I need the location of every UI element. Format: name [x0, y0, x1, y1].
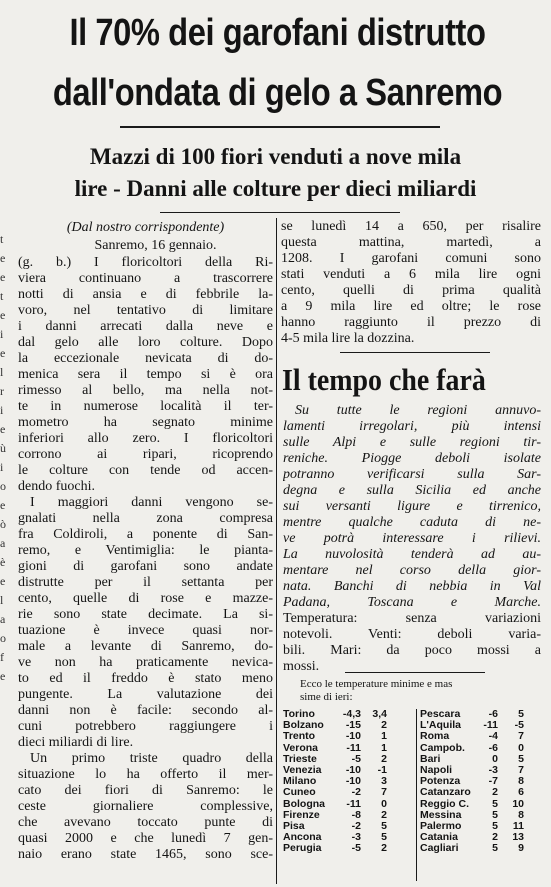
max-temp: 5	[381, 831, 387, 844]
margin-fragment: r	[0, 384, 4, 398]
article-line: (g. b.) I floricoltori della Ri-	[18, 255, 273, 270]
city-name: Potenza	[420, 775, 461, 788]
article-column-1	[18, 219, 273, 863]
max-temp: 7	[518, 764, 524, 777]
city-name: Pescara	[420, 708, 461, 720]
article-line: gnalati nella zona compresa	[18, 511, 273, 526]
forecast-line: Padana, Toscana e Marche.	[283, 595, 541, 610]
article-line: menica sera il tempo si è ora	[18, 367, 273, 382]
min-temp: -6	[488, 741, 498, 754]
max-temp: 10	[512, 797, 524, 810]
article-line: pungente. La valutazione dei	[18, 687, 273, 702]
article-line: ceste giornaliere complessive,	[18, 799, 273, 814]
article-line: quasi 2000 e che lunedì 7 gen-	[18, 831, 273, 846]
margin-fragment: e	[0, 270, 6, 284]
article-line: distrutte per il settanta per	[18, 575, 273, 590]
temperature-row	[420, 843, 527, 854]
margin-fragment: a	[0, 612, 6, 626]
article-line: notti di ansia e di febbrile la-	[18, 287, 273, 302]
article-line: Un primo triste quadro della	[30, 751, 273, 766]
min-temp: -4,3	[342, 708, 361, 720]
article-dateline: Sanremo, 16 gennaio.	[94, 238, 217, 253]
forecast-line: mentare nel corso della gior-	[283, 563, 541, 578]
city-name: Firenze	[283, 808, 320, 821]
temp-line-3: bili. Mari: da poco mossi a	[283, 643, 541, 658]
margin-fragment: i	[0, 403, 4, 417]
weather-title: Il tempo che farà	[282, 362, 486, 397]
city-name: Cagliari	[420, 842, 459, 855]
min-temp: -10	[345, 764, 361, 777]
city-name: Venezia	[283, 764, 322, 777]
min-temp: 5	[492, 842, 498, 855]
forecast-line: ve potrà interessare i rilievi.	[283, 531, 541, 546]
city-name: Torino	[283, 708, 315, 720]
min-temp: 5	[492, 820, 498, 833]
margin-fragment: e	[0, 574, 6, 588]
min-temp: -2	[351, 786, 361, 799]
forecast-line: mentre qualche caduta di ne-	[283, 515, 541, 530]
city-name: Roma	[420, 730, 450, 743]
article-line: 4-5 mila lire la dozzina.	[281, 331, 415, 346]
temperature-intro-1: Ecco le temperature minime e mas	[300, 678, 453, 690]
margin-fragment: e	[0, 498, 6, 512]
city-name: Cuneo	[283, 786, 316, 799]
city-name: Trieste	[283, 752, 317, 765]
margin-fragment: t	[0, 232, 4, 246]
max-temp: 2	[381, 842, 387, 855]
max-temp: 7	[381, 786, 387, 799]
city-name: Napoli	[420, 764, 453, 777]
city-name: Ancona	[283, 831, 322, 844]
min-temp: -5	[351, 842, 361, 855]
margin-fragment: l	[0, 365, 4, 379]
article-line: la eccezionale nevicata di do-	[18, 351, 273, 366]
max-temp: 2	[381, 808, 387, 821]
max-temp: 1	[381, 730, 387, 743]
min-temp: 0	[492, 752, 498, 765]
max-temp: 1	[381, 741, 387, 754]
article-line: cato dei fiori di Sanremo: le	[18, 783, 273, 798]
max-temp: 8	[518, 808, 524, 821]
min-temp: -11	[483, 719, 498, 732]
city-name: Reggio C.	[420, 797, 469, 810]
min-temp: 2	[492, 786, 498, 799]
max-temp: 5	[381, 820, 387, 833]
article-line: I maggiori danni vengono se-	[30, 495, 273, 510]
margin-fragment: o	[0, 631, 6, 645]
margin-fragment: e	[0, 308, 6, 322]
article-line: se lunedì 14 a 650, per risalire	[281, 219, 541, 234]
margin-fragment: e	[0, 669, 6, 683]
max-temp: 9	[518, 842, 524, 855]
max-temp: 7	[518, 730, 524, 743]
max-temp: 0	[518, 741, 524, 754]
article-line: corrono ai ripari, ricoprendo	[18, 447, 273, 462]
article-line: voro, nel tentativo di limitare	[18, 303, 273, 318]
subheadline-rule	[160, 212, 400, 213]
article-line: hanno raggiunto il prezzo di	[281, 315, 541, 330]
article-line: dal gelo alle loro colture. Dopo	[18, 335, 273, 350]
headline-rule	[120, 126, 440, 128]
margin-fragment: è	[0, 555, 6, 569]
city-name: Catanzaro	[420, 786, 471, 799]
margin-fragment: ù	[0, 441, 6, 455]
article-line: che avevano toccato punte di	[18, 815, 273, 830]
article-line: dendo fuochi.	[18, 479, 95, 494]
article-line: to ed il freddo è stato meno	[18, 671, 273, 686]
margin-fragment: e	[0, 346, 6, 360]
article-line: viera continuano a trascorrere	[18, 271, 273, 286]
temperature-intro	[300, 678, 545, 704]
min-temp: -5	[351, 752, 361, 765]
article-line: mometro ha segnato minime	[18, 415, 273, 430]
forecast-line: degna e sulla Sicilia ed anche	[283, 483, 541, 498]
article-line: questa mattina, martedì, a	[281, 235, 541, 250]
article-byline: (Dal nostro corrispondente)	[66, 220, 225, 235]
max-temp: 8	[518, 775, 524, 788]
article-line: situazione lo ha offerto il mer-	[18, 767, 273, 782]
margin-fragment: e	[0, 251, 6, 265]
max-temp: 2	[381, 752, 387, 765]
max-temp: 2	[381, 719, 387, 732]
article-line: 1208. I garofani comuni sono	[281, 251, 541, 266]
temp-line-4: mossi.	[283, 659, 320, 674]
city-name: Trento	[283, 730, 316, 743]
forecast-line: lamenti irregolari, più intensi	[283, 419, 541, 434]
article-line: stati venduti a 6 mila lire ogni	[281, 267, 541, 282]
temperature-row	[283, 843, 390, 854]
margin-fragment: ò	[0, 517, 6, 531]
article-line: te in numerose località il ter-	[18, 399, 273, 414]
article-line: inferiori allo zero. I floricoltori	[18, 431, 273, 446]
min-temp: -4	[488, 730, 498, 743]
forecast-line: Su tutte le regioni annuvo-	[295, 403, 541, 418]
min-temp: 5	[492, 808, 498, 821]
city-name: Bolzano	[283, 719, 324, 732]
article-line: tuazione è invece quasi nor-	[18, 623, 273, 638]
max-temp: 3	[381, 775, 387, 788]
article-line: male a levante di Sanremo, do-	[18, 639, 273, 654]
max-temp: 5	[518, 708, 524, 720]
subheadline-line-2: lire - Danni alle colture per dieci miliardi	[74, 176, 477, 201]
article-column-2	[281, 219, 541, 347]
temperature-row	[420, 787, 527, 798]
max-temp: 13	[512, 831, 524, 844]
subheadline-line-1: Mazzi di 100 fiori venduti a nove mila	[89, 144, 462, 169]
city-name: Perugia	[283, 842, 322, 855]
min-temp: -7	[488, 775, 498, 788]
city-name: Verona	[283, 741, 319, 754]
min-temp: -11	[346, 797, 361, 810]
min-temp: -8	[351, 808, 361, 821]
temperature-table-left	[283, 709, 390, 855]
article-line: danni non è facile: secondo al-	[18, 703, 273, 718]
temperature-table-right	[420, 709, 527, 855]
temp-line-1: Temperatura: senza variazioni	[283, 611, 541, 626]
article-line: cento, quelli di prima qualità	[281, 283, 541, 298]
min-temp: 5	[492, 797, 498, 810]
min-temp: -2	[351, 820, 361, 833]
min-temp: -3	[488, 764, 498, 777]
margin-fragments	[0, 230, 9, 686]
min-temp: -11	[346, 741, 361, 754]
article-line: cuni potrebbero raggiungere i	[18, 719, 273, 734]
temperature-table-divider	[416, 709, 417, 881]
margin-fragment: l	[0, 593, 4, 607]
margin-fragment: f	[0, 650, 4, 664]
city-name: Palermo	[420, 820, 462, 833]
temperature-row	[283, 731, 390, 742]
max-temp: -5	[514, 719, 524, 732]
forecast-line: sulle Alpi e sulle regioni tir-	[283, 435, 541, 450]
min-temp: -3	[351, 831, 361, 844]
article-line: naio erano state 1465, sono sce-	[18, 847, 273, 862]
min-temp: -15	[345, 719, 361, 732]
article-body-column-2	[281, 219, 541, 347]
forecast-line: reniche. Piogge deboli isolate	[283, 451, 541, 466]
max-temp: 0	[381, 797, 387, 810]
margin-fragment: t	[0, 289, 4, 303]
article-line: a 9 mila lire ed oltre; le rose	[281, 299, 541, 314]
max-temp: -1	[377, 764, 387, 777]
city-name: Campob.	[420, 741, 465, 754]
weather-top-rule	[340, 352, 490, 353]
max-temp: 5	[518, 752, 524, 765]
weather-forecast	[283, 403, 541, 675]
city-name: Milano	[283, 775, 317, 788]
temp-line-2: notevoli. Venti: deboli varia-	[283, 627, 541, 642]
min-temp: 2	[492, 831, 498, 844]
temperature-row	[420, 731, 527, 742]
column-divider	[276, 218, 277, 884]
max-temp: 11	[512, 820, 524, 833]
max-temp: 3,4	[372, 708, 387, 720]
article-line: ve non ha praticamente nevica-	[18, 655, 273, 670]
city-name: Pisa	[283, 820, 305, 833]
forecast-line: La nuvolosità tenderà ad au-	[283, 547, 541, 562]
headline-line-2: dall'ondata di gelo a Sanremo	[52, 72, 503, 114]
article-line: rie sono state decimate. La si-	[18, 607, 273, 622]
article-line: rimesso al bello, ma nella not-	[18, 383, 273, 398]
city-name: Bari	[420, 752, 441, 765]
article-line: cento, quelle di rose e mazze-	[18, 591, 273, 606]
margin-fragment: e	[0, 422, 6, 436]
margin-fragment: a	[0, 536, 6, 550]
min-temp: -10	[345, 775, 361, 788]
temperature-row	[283, 787, 390, 798]
city-name: Messina	[420, 808, 462, 821]
article-line: fra Coldiroli, a ponente di San-	[18, 527, 273, 542]
forecast-line: potranno verificarsi sulla Sar-	[283, 467, 541, 482]
margin-fragment: o	[0, 479, 6, 493]
max-temp: 6	[518, 786, 524, 799]
temperature-intro-2: sime di ieri:	[300, 691, 353, 703]
weather-mid-rule	[345, 672, 485, 673]
forecast-line: nata. Banchi di nebbia in Val	[283, 579, 541, 594]
article-line: dieci miliardi di lire.	[18, 735, 134, 750]
forecast-line: sui versanti ligure e tirrenico,	[283, 499, 541, 514]
article-line: gioni di garofani sono andate	[18, 559, 273, 574]
article-body-column-1	[18, 255, 273, 863]
article-line: remo, e Ventimiglia: le pianta-	[18, 543, 273, 558]
margin-fragment: i	[0, 460, 4, 474]
min-temp: -6	[488, 708, 498, 720]
city-name: Bologna	[283, 797, 325, 810]
margin-fragment: i	[0, 327, 4, 341]
article-line: le colture con tende od accen-	[18, 463, 273, 478]
min-temp: -10	[345, 730, 361, 743]
headline-line-1: Il 70% dei garofani distrutto	[69, 12, 486, 54]
city-name: Catania	[420, 831, 458, 844]
article-line: i danni arrecati dalla neve e	[18, 319, 273, 334]
city-name: L'Aquila	[420, 719, 461, 732]
